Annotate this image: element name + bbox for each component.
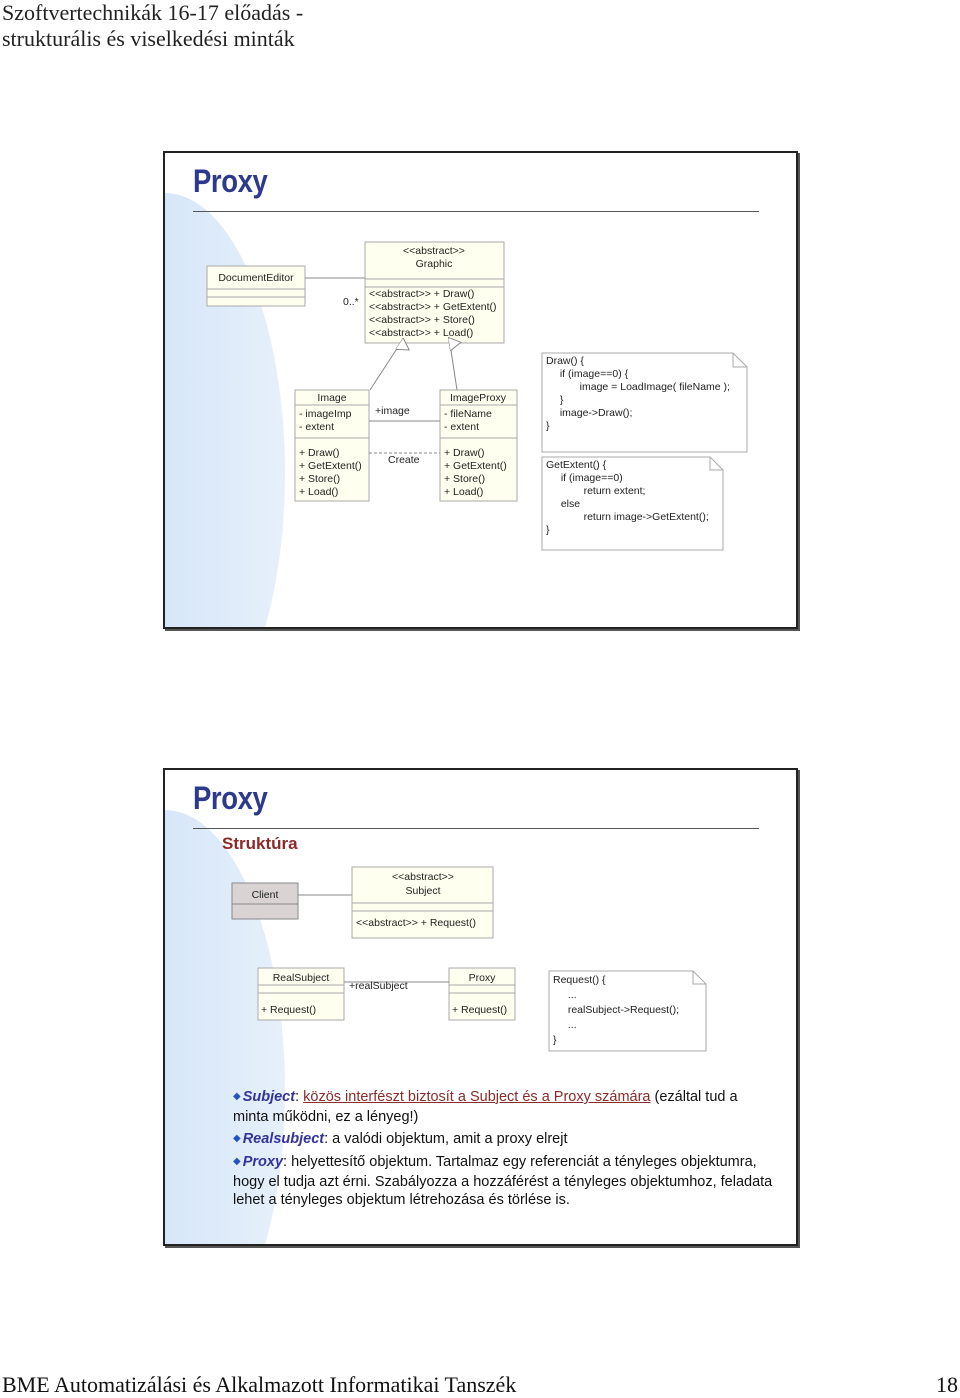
class-name: Graphic (415, 258, 453, 270)
uml-diagram-proxy-structure (165, 770, 796, 1070)
operation: <<abstract>> + GetExtent() (369, 301, 497, 313)
header-line-1: Szoftvertechnikák 16-17 előadás - (2, 0, 304, 25)
note-line: else (555, 498, 581, 510)
attribute: - fileName (444, 408, 492, 420)
operation: + Store() (444, 473, 486, 485)
attribute: - extent (444, 421, 480, 433)
note-line: image->Draw(); (554, 407, 633, 419)
attribute: - extent (299, 421, 335, 433)
header-line-2: strukturális és viselkedési minták (2, 26, 295, 51)
class-name: RealSubject (272, 972, 330, 984)
slide-proxy-structure (163, 768, 798, 1246)
operation: <<abstract>> + Draw() (369, 288, 475, 300)
note-line: if (image==0) { (554, 368, 629, 380)
operation: + Load() (444, 486, 484, 498)
operation: + GetExtent() (299, 460, 362, 472)
uml-diagram-proxy-example (165, 153, 796, 627)
note-line: Draw() { (546, 355, 584, 367)
class-proxy (449, 968, 515, 1020)
note-line: return extent; (569, 485, 646, 497)
note-line: } (546, 524, 550, 536)
inheritance-arrow (370, 344, 400, 390)
inheritance-arrow (450, 344, 457, 390)
class-name: Subject (405, 885, 441, 897)
operation: + Draw() (444, 447, 485, 459)
class-name: Client (251, 889, 279, 901)
slide-title: Proxy (193, 163, 268, 199)
note-line: image = LoadImage( fileName ); (568, 381, 730, 393)
class-realsubject (258, 968, 344, 1020)
diamond-bullet-icon: ◆ (233, 1091, 241, 1102)
diamond-bullet-icon: ◆ (233, 1133, 241, 1144)
stereotype: <<abstract>> (403, 245, 465, 257)
diamond-bullet-icon: ◆ (233, 1156, 241, 1167)
class-name: DocumentEditor (218, 272, 294, 284)
note-line: } (554, 394, 564, 406)
stereotype: <<abstract>> (392, 871, 454, 883)
note-line: GetExtent() { (546, 459, 607, 471)
association-label: +realSubject (349, 980, 408, 992)
note-line: ... (562, 989, 577, 1001)
class-image (295, 390, 369, 501)
operation: <<abstract>> + Request() (356, 917, 476, 929)
class-imageproxy (440, 390, 517, 501)
multiplicity-label: 0..* (343, 296, 359, 308)
create-label: Create (388, 454, 420, 466)
operation: + Draw() (299, 447, 340, 459)
association-label: +image (375, 405, 410, 417)
operation: <<abstract>> + Load() (369, 327, 474, 339)
note-draw (542, 353, 747, 452)
note-line: ... (562, 1019, 577, 1031)
page-footer (2, 1372, 958, 1398)
slide-subtitle: Struktúra (222, 834, 298, 853)
bullet-proxy: ◆ Proxy: helyettesítő objektum. Tartalmaz egy referenciát a tényleges objektumra, hogy el tudja azt érni. Szabályozza a hozzáférést a tényleges objektumhoz, feladata lehet a tényleges objektum létrehozása és törlése is. (233, 1154, 773, 1208)
class-client (232, 883, 298, 919)
note-line: return image->GetExtent(); (569, 511, 709, 523)
operation: + Load() (299, 486, 339, 498)
bullet-realsubject: ◆ Realsubject: a valódi objektum, amit a proxy elrejt (233, 1131, 568, 1147)
note-line: Request() { (553, 974, 606, 986)
attribute: - imageImp (299, 408, 352, 420)
slide-title: Proxy (193, 780, 268, 816)
class-subject (352, 867, 493, 938)
class-documenteditor (207, 266, 305, 306)
slide-proxy-example (163, 151, 798, 629)
operation: + Request() (452, 1004, 508, 1016)
class-name: Image (317, 392, 347, 404)
class-name: Proxy (468, 972, 496, 984)
operation: + GetExtent() (444, 460, 507, 472)
class-name: ImageProxy (449, 392, 507, 404)
note-line: } (546, 420, 550, 432)
operation: + Store() (299, 473, 341, 485)
note-getextent (542, 457, 723, 550)
page-number: 18 (936, 1372, 958, 1397)
page-header (2, 0, 303, 52)
class-graphic (365, 242, 504, 343)
footer-institution: BME Automatizálási és Alkalmazott Informatikai Tanszék (2, 1372, 517, 1397)
note-line: if (image==0) (555, 472, 623, 484)
note-request (549, 971, 706, 1051)
bullet-subject: ◆ Subject: közös interfészt biztosít a Subject és a Proxy számára (ezáltal tud a minta működni, ez a lényeg!) (233, 1089, 738, 1125)
operation: <<abstract>> + Store() (369, 314, 475, 326)
note-line: } (553, 1034, 557, 1046)
operation: + Request() (261, 1004, 317, 1016)
note-line: realSubject->Request(); (562, 1004, 680, 1016)
